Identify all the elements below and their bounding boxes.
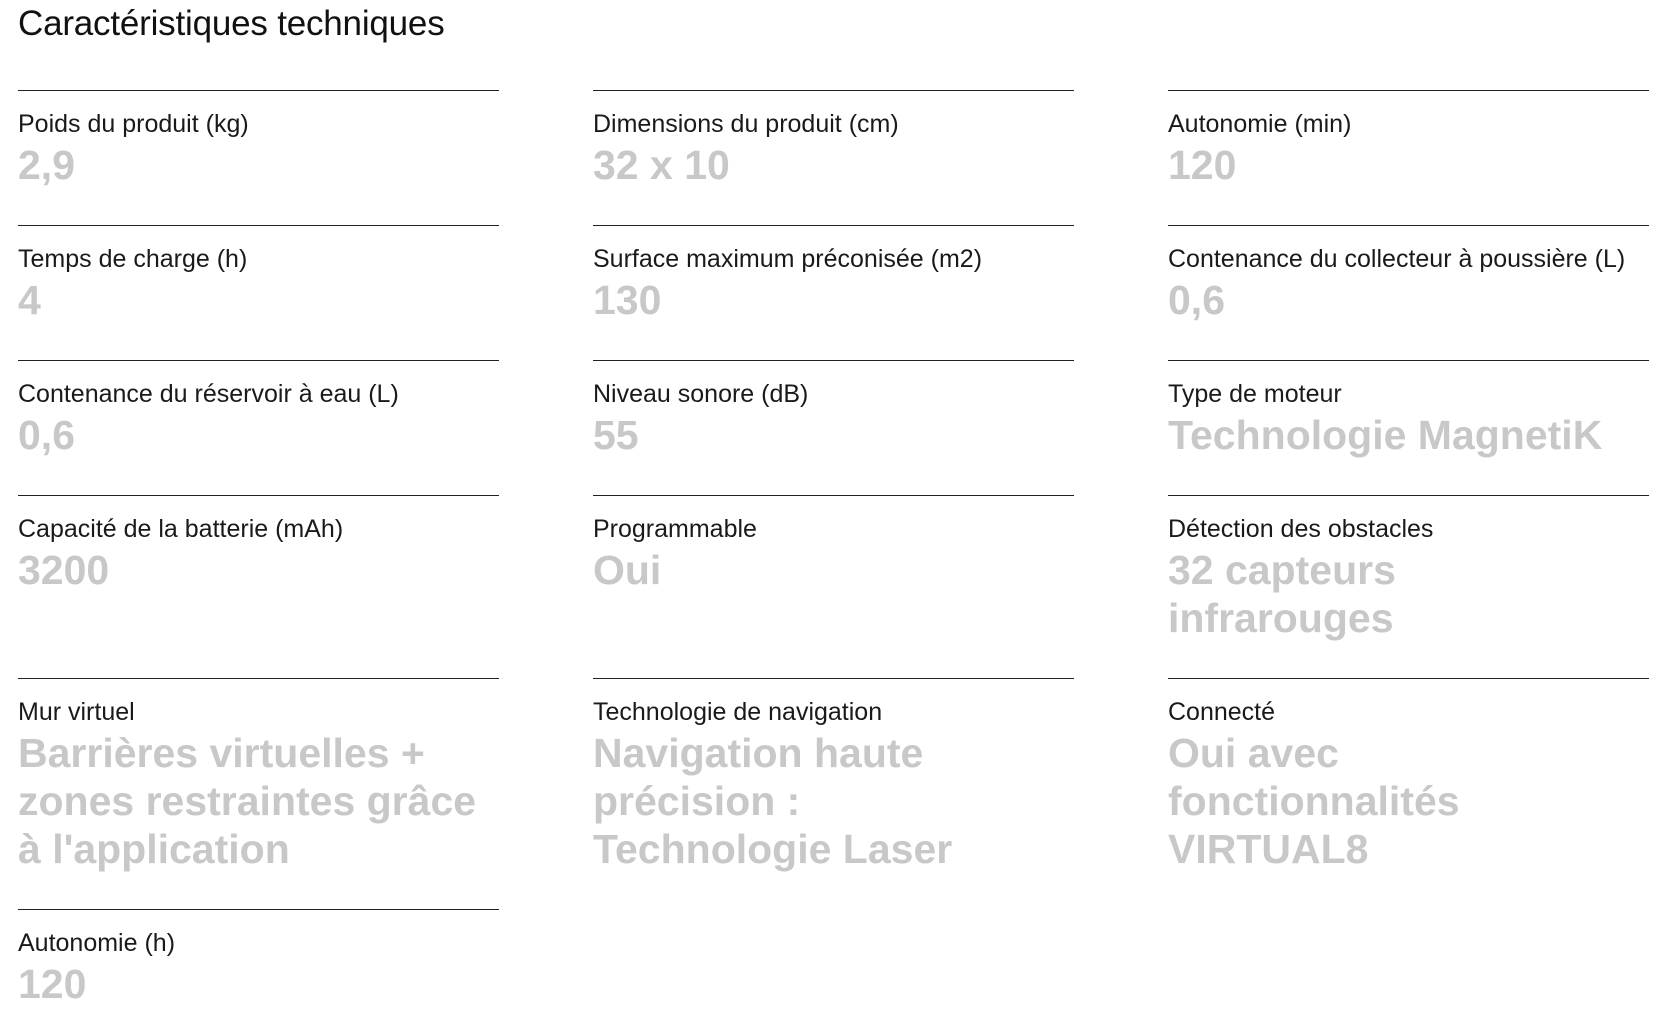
spec-label: Poids du produit (kg) — [18, 110, 249, 138]
spec-motor-type — [1168, 360, 1649, 495]
spec-value: 120 — [18, 961, 87, 1007]
spec-value: 3200 — [18, 547, 110, 593]
spec-autonomy-h — [18, 909, 499, 1029]
spec-label: Surface maximum préconisée (m2) — [593, 245, 983, 273]
spec-label: Connecté — [1168, 698, 1276, 726]
spec-max-surface — [593, 225, 1074, 360]
spec-value: 4 — [18, 277, 41, 323]
spec-value: 130 — [593, 277, 662, 323]
spec-label: Dimensions du produit (cm) — [593, 110, 899, 138]
spec-value: 0,6 — [18, 412, 75, 458]
spec-weight — [18, 90, 499, 225]
spec-label: Niveau sonore (dB) — [593, 380, 809, 408]
spec-label: Mur virtuel — [18, 698, 135, 726]
spec-obstacle-detection — [1168, 495, 1649, 678]
spec-label: Autonomie (min) — [1168, 110, 1352, 138]
spec-value: 0,6 — [1168, 277, 1225, 323]
spec-value: Technologie MagnetiK — [1168, 412, 1603, 458]
spec-water-tank — [18, 360, 499, 495]
spec-connected — [1168, 678, 1649, 909]
page-title: Caractéristiques techniques — [18, 4, 445, 43]
spec-label: Contenance du collecteur à poussière (L) — [1168, 245, 1626, 273]
spec-grid — [18, 90, 1648, 1029]
spec-value: 32 capteurs infrarouges — [1168, 547, 1396, 641]
spec-value: 55 — [593, 412, 639, 458]
spec-label: Technologie de navigation — [593, 698, 883, 726]
spec-value: 2,9 — [18, 142, 75, 188]
spec-dimensions — [593, 90, 1074, 225]
spec-label: Capacité de la batterie (mAh) — [18, 515, 344, 543]
spec-label: Autonomie (h) — [18, 929, 176, 957]
spec-virtual-wall — [18, 678, 499, 909]
spec-value: 120 — [1168, 142, 1237, 188]
spec-value: Oui avec fonctionnalités VIRTUAL8 — [1168, 730, 1460, 872]
spec-value: 32 x 10 — [593, 142, 730, 188]
spec-programmable — [593, 495, 1074, 678]
spec-value: Barrières virtuelles + zones restraintes grâce à l'application — [18, 730, 477, 872]
spec-dust-capacity — [1168, 225, 1649, 360]
spec-label: Type de moteur — [1168, 380, 1342, 408]
spec-noise-level — [593, 360, 1074, 495]
spec-label: Programmable — [593, 515, 757, 543]
spec-label: Détection des obstacles — [1168, 515, 1434, 543]
spec-charge-time — [18, 225, 499, 360]
spec-value: Oui — [593, 547, 662, 593]
spec-autonomy-min — [1168, 90, 1649, 225]
spec-navigation-technology — [593, 678, 1074, 909]
spec-value: Navigation haute précision : Technologie Laser — [593, 730, 953, 872]
spec-label: Temps de charge (h) — [18, 245, 248, 273]
spec-battery-capacity — [18, 495, 499, 678]
spec-label: Contenance du réservoir à eau (L) — [18, 380, 399, 408]
